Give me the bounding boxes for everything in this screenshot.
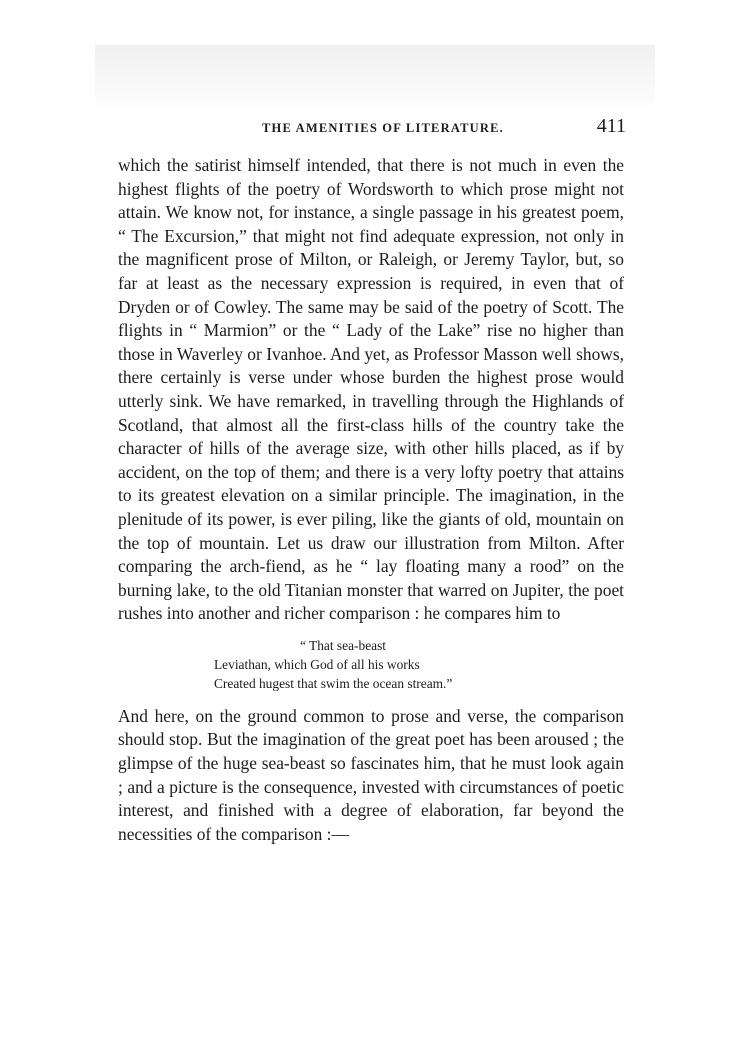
paragraph-2: And here, on the ground common to prose and verse, the comparison should stop. But the imagination of the great poet has been aroused ; the glimpse of the huge sea-beast so fascinates him, that he must look again ; and a picture is the consequence, invested with circumstances of poetic interest, and finished with a degree of elaboration, far beyond the necessities of the comparison :— [118,705,624,844]
quote-line-1: “ That sea-beast [300,637,387,653]
running-head [118,112,624,142]
paragraph-1: which the satirist himself intended, that there is not much in even the highest flights of the poetry of Wordsworth to which prose might not attain. We know not, for instance, a single passage in his greatest poem, “ The Excursion,” that might not find adequate expression, not only in the magnificent prose of Milton, or Raleigh, or Jeremy Taylor, but, so far at least as the necessary expression is required, in even that of Dryden or of Cowley. The same may be said of the poetry of Scott. The flights in “ Marmion” or the “ Lady of the Lake” rise no higher than those in Waverley or Ivanhoe. And yet, as Professor Masson well shows, there certainly is verse under whose burden the highest prose would utterly sink. We have remarked, in travelling through the Highlands of Scotland, that almost all the first-class hills of the country take the character of hills of the average size, with other hills placed, as if by accident, on the top of them; and there is a very lofty poetry that attains to its greatest elevation on a similar principle. The imagination, in the plenitude of its power, is ever piling, like the giants of old, mountain on the top of mountain. Let us draw our illustration from Milton. After comparing the arch-fiend, as he “ lay floating many a rood” on the burning lake, to the old Titanian monster that warred on Jupiter, the poet rushes into another and richer comparison : he compares him to [118,155,624,624]
quote-line-2: Leviathan, which God of all his works [214,656,420,672]
verse-quotation [214,636,624,693]
book-page [118,112,624,846]
page-number: 411 [596,115,626,137]
quote-line-3: Created hugest that swim the ocean stream.” [214,675,453,691]
running-head-title: THE AMENITIES OF LITERATURE. [262,121,504,135]
scan-shadow [95,45,655,115]
